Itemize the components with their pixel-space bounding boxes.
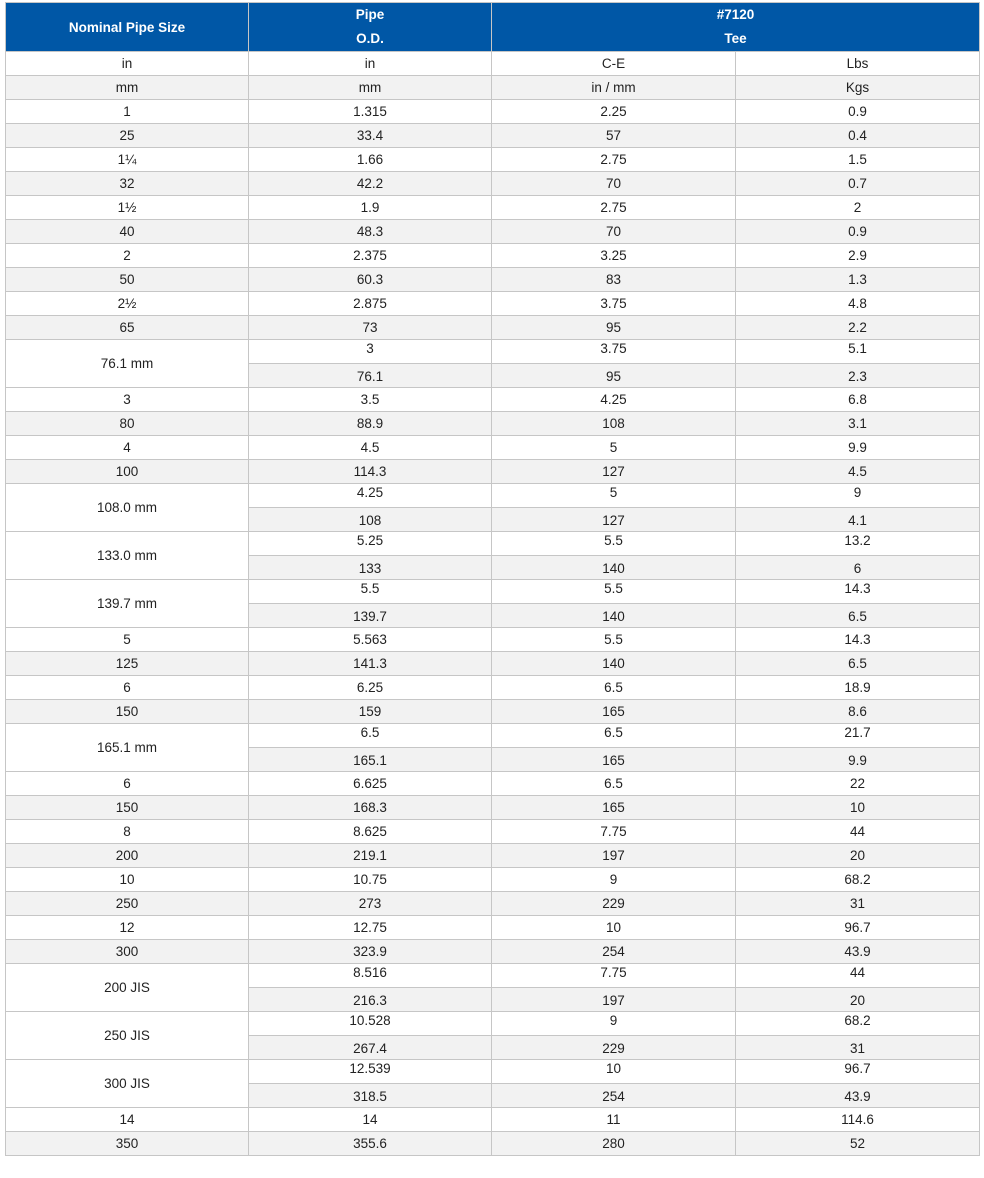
figure-7120-tee-header: [492, 3, 980, 52]
table-cell: 219.1: [249, 844, 492, 868]
table-cell: 10: [492, 1060, 736, 1084]
table-row: [6, 196, 980, 220]
table-cell: in: [249, 52, 492, 76]
table-cell: 114.3: [249, 460, 492, 484]
table-cell: 6.5: [736, 604, 980, 628]
table-row: [6, 916, 980, 940]
table-cell: 216.3: [249, 988, 492, 1012]
tee-label: Tee: [724, 31, 747, 46]
table-cell: 14.3: [736, 580, 980, 604]
table-cell: 5.25: [249, 532, 492, 556]
table-cell: in / mm: [492, 76, 736, 100]
table-cell: 12: [6, 916, 249, 940]
table-row: [6, 388, 980, 412]
table-row: [6, 580, 980, 604]
table-row: [6, 772, 980, 796]
table-cell: 108: [249, 508, 492, 532]
table-cell: 25: [6, 124, 249, 148]
table-row: [6, 1132, 980, 1156]
table-cell: 250: [6, 892, 249, 916]
table-cell: 12.539: [249, 1060, 492, 1084]
size-label-cell: 108.0 mm: [6, 484, 249, 532]
table-cell: 2.25: [492, 100, 736, 124]
table-cell: 2.9: [736, 244, 980, 268]
table-cell: 197: [492, 988, 736, 1012]
table-cell: 0.7: [736, 172, 980, 196]
table-cell: 197: [492, 844, 736, 868]
table-cell: 127: [492, 508, 736, 532]
table-cell: 2.2: [736, 316, 980, 340]
table-cell: 5.5: [249, 580, 492, 604]
table-cell: 159: [249, 700, 492, 724]
table-cell: mm: [6, 76, 249, 100]
table-cell: 2.375: [249, 244, 492, 268]
table-cell: 280: [492, 1132, 736, 1156]
table-cell: 229: [492, 1036, 736, 1060]
spec-table-container: [5, 2, 979, 1156]
table-cell: 150: [6, 700, 249, 724]
table-row: [6, 340, 980, 364]
table-row: [6, 724, 980, 748]
size-label-cell: 139.7 mm: [6, 580, 249, 628]
table-cell: 22: [736, 772, 980, 796]
table-cell: 96.7: [736, 1060, 980, 1084]
table-cell: 80: [6, 412, 249, 436]
table-cell: 57: [492, 124, 736, 148]
table-cell: 76.1: [249, 364, 492, 388]
table-cell: 3.5: [249, 388, 492, 412]
table-cell: 43.9: [736, 1084, 980, 1108]
table-cell: 2.75: [492, 148, 736, 172]
table-cell: 7.75: [492, 964, 736, 988]
table-cell: Kgs: [736, 76, 980, 100]
table-row: [6, 820, 980, 844]
table-row: [6, 700, 980, 724]
table-cell: 229: [492, 892, 736, 916]
size-label-cell: 250 JIS: [6, 1012, 249, 1060]
table-cell: Lbs: [736, 52, 980, 76]
table-cell: 31: [736, 1036, 980, 1060]
table-cell: 4.8: [736, 292, 980, 316]
table-cell: 9: [492, 1012, 736, 1036]
pipe-od-header: [249, 3, 492, 52]
table-cell: 68.2: [736, 1012, 980, 1036]
table-cell: 5: [492, 436, 736, 460]
table-cell: 4: [6, 436, 249, 460]
table-cell: 114.6: [736, 1108, 980, 1132]
table-cell: 0.9: [736, 220, 980, 244]
table-row: [6, 412, 980, 436]
table-row: [6, 100, 980, 124]
table-cell: 6.25: [249, 676, 492, 700]
table-cell: 1: [6, 100, 249, 124]
table-cell: 10: [492, 916, 736, 940]
table-body: [6, 52, 980, 1156]
table-cell: 165: [492, 748, 736, 772]
table-cell: 6.5: [492, 772, 736, 796]
table-cell: 140: [492, 652, 736, 676]
table-cell: 33.4: [249, 124, 492, 148]
table-cell: 2.75: [492, 196, 736, 220]
figure-number-label: #7120: [716, 7, 755, 22]
table-cell: 140: [492, 604, 736, 628]
table-cell: 273: [249, 892, 492, 916]
table-cell: 9.9: [736, 436, 980, 460]
table-cell: 0.9: [736, 100, 980, 124]
table-cell: 168.3: [249, 796, 492, 820]
table-cell: 1.66: [249, 148, 492, 172]
table-cell: 10: [6, 868, 249, 892]
table-cell: 8.6: [736, 700, 980, 724]
table-row: [6, 1060, 980, 1084]
table-cell: 150: [6, 796, 249, 820]
table-cell: 14: [249, 1108, 492, 1132]
table-cell: 9: [736, 484, 980, 508]
table-cell: 52: [736, 1132, 980, 1156]
table-cell: 8: [6, 820, 249, 844]
table-cell: 4.25: [492, 388, 736, 412]
table-cell: C-E: [492, 52, 736, 76]
size-label-cell: 300 JIS: [6, 1060, 249, 1108]
table-cell: 3.75: [492, 292, 736, 316]
od-label: O.D.: [356, 31, 384, 46]
table-cell: 44: [736, 820, 980, 844]
table-cell: 12.75: [249, 916, 492, 940]
table-cell: 95: [492, 364, 736, 388]
table-row: [6, 796, 980, 820]
table-row: [6, 52, 980, 76]
table-cell: 14.3: [736, 628, 980, 652]
table-cell: 3.1: [736, 412, 980, 436]
table-cell: 48.3: [249, 220, 492, 244]
table-cell: 73: [249, 316, 492, 340]
table-cell: 1.315: [249, 100, 492, 124]
table-row: [6, 76, 980, 100]
table-cell: 100: [6, 460, 249, 484]
table-cell: 3: [249, 340, 492, 364]
table-row: [6, 652, 980, 676]
table-row: [6, 484, 980, 508]
table-cell: 140: [492, 556, 736, 580]
table-cell: 60.3: [249, 268, 492, 292]
table-cell: 4.25: [249, 484, 492, 508]
table-cell: 96.7: [736, 916, 980, 940]
table-row: [6, 940, 980, 964]
table-cell: 8.625: [249, 820, 492, 844]
table-cell: 4.1: [736, 508, 980, 532]
table-cell: 1¼: [6, 148, 249, 172]
table-cell: in: [6, 52, 249, 76]
table-cell: 165.1: [249, 748, 492, 772]
table-cell: 5: [6, 628, 249, 652]
table-cell: 2.3: [736, 364, 980, 388]
table-cell: 6.8: [736, 388, 980, 412]
table-cell: 32: [6, 172, 249, 196]
table-row: [6, 244, 980, 268]
table-header: [6, 3, 980, 52]
table-cell: 323.9: [249, 940, 492, 964]
table-row: [6, 148, 980, 172]
table-cell: 2: [6, 244, 249, 268]
table-cell: 141.3: [249, 652, 492, 676]
table-cell: 6: [6, 676, 249, 700]
table-cell: 4.5: [736, 460, 980, 484]
table-cell: 267.4: [249, 1036, 492, 1060]
table-row: [6, 628, 980, 652]
table-cell: 6: [6, 772, 249, 796]
table-cell: 44: [736, 964, 980, 988]
table-cell: 254: [492, 940, 736, 964]
table-cell: 3.75: [492, 340, 736, 364]
table-cell: 318.5: [249, 1084, 492, 1108]
table-cell: 355.6: [249, 1132, 492, 1156]
table-cell: 95: [492, 316, 736, 340]
table-cell: 10.75: [249, 868, 492, 892]
table-cell: 10.528: [249, 1012, 492, 1036]
table-row: [6, 316, 980, 340]
table-cell: 10: [736, 796, 980, 820]
table-cell: 18.9: [736, 676, 980, 700]
table-row: [6, 220, 980, 244]
table-row: [6, 292, 980, 316]
table-cell: 6.5: [736, 652, 980, 676]
table-cell: 40: [6, 220, 249, 244]
table-cell: 1.5: [736, 148, 980, 172]
table-row: [6, 172, 980, 196]
nominal-pipe-size-header: [6, 3, 249, 52]
table-row: [6, 676, 980, 700]
table-cell: 6.625: [249, 772, 492, 796]
table-cell: 6.5: [249, 724, 492, 748]
table-cell: 2.875: [249, 292, 492, 316]
table-row: [6, 1012, 980, 1036]
table-cell: 20: [736, 988, 980, 1012]
table-row: [6, 844, 980, 868]
pipe-label: Pipe: [355, 7, 385, 22]
table-cell: 6.5: [492, 724, 736, 748]
table-cell: 70: [492, 220, 736, 244]
table-row: [6, 532, 980, 556]
table-cell: 2½: [6, 292, 249, 316]
table-cell: 13.2: [736, 532, 980, 556]
table-cell: 350: [6, 1132, 249, 1156]
table-cell: 3: [6, 388, 249, 412]
table-cell: 11: [492, 1108, 736, 1132]
table-cell: 65: [6, 316, 249, 340]
table-cell: 0.4: [736, 124, 980, 148]
table-row: [6, 436, 980, 460]
table-cell: 5.1: [736, 340, 980, 364]
table-cell: 125: [6, 652, 249, 676]
nominal-pipe-size-label: Nominal Pipe Size: [68, 19, 186, 35]
table-cell: 5.5: [492, 628, 736, 652]
table-cell: 165: [492, 700, 736, 724]
table-row: [6, 460, 980, 484]
table-cell: 9.9: [736, 748, 980, 772]
table-cell: 5.5: [492, 532, 736, 556]
size-label-cell: 133.0 mm: [6, 532, 249, 580]
size-label-cell: 165.1 mm: [6, 724, 249, 772]
table-cell: 83: [492, 268, 736, 292]
table-row: [6, 268, 980, 292]
table-cell: 42.2: [249, 172, 492, 196]
table-cell: 3.25: [492, 244, 736, 268]
table-cell: 5: [492, 484, 736, 508]
table-cell: 31: [736, 892, 980, 916]
table-cell: 127: [492, 460, 736, 484]
table-cell: 139.7: [249, 604, 492, 628]
table-cell: 43.9: [736, 940, 980, 964]
table-cell: 5.5: [492, 580, 736, 604]
table-cell: 8.516: [249, 964, 492, 988]
table-row: [6, 124, 980, 148]
table-cell: 20: [736, 844, 980, 868]
table-cell: 5.563: [249, 628, 492, 652]
table-cell: 6.5: [492, 676, 736, 700]
table-cell: 7.75: [492, 820, 736, 844]
table-cell: mm: [249, 76, 492, 100]
table-cell: 88.9: [249, 412, 492, 436]
table-row: [6, 892, 980, 916]
size-label-cell: 76.1 mm: [6, 340, 249, 388]
table-cell: 1½: [6, 196, 249, 220]
table-cell: 2: [736, 196, 980, 220]
table-cell: 254: [492, 1084, 736, 1108]
table-row: [6, 868, 980, 892]
table-cell: 50: [6, 268, 249, 292]
table-cell: 108: [492, 412, 736, 436]
size-label-cell: 200 JIS: [6, 964, 249, 1012]
table-cell: 133: [249, 556, 492, 580]
table-cell: 6: [736, 556, 980, 580]
table-cell: 14: [6, 1108, 249, 1132]
table-cell: 70: [492, 172, 736, 196]
table-cell: 1.3: [736, 268, 980, 292]
table-cell: 21.7: [736, 724, 980, 748]
pipe-tee-spec-table: [5, 2, 980, 1156]
table-row: [6, 1108, 980, 1132]
table-cell: 300: [6, 940, 249, 964]
table-cell: 1.9: [249, 196, 492, 220]
table-cell: 68.2: [736, 868, 980, 892]
table-cell: 4.5: [249, 436, 492, 460]
table-row: [6, 964, 980, 988]
table-cell: 200: [6, 844, 249, 868]
table-cell: 9: [492, 868, 736, 892]
table-cell: 165: [492, 796, 736, 820]
